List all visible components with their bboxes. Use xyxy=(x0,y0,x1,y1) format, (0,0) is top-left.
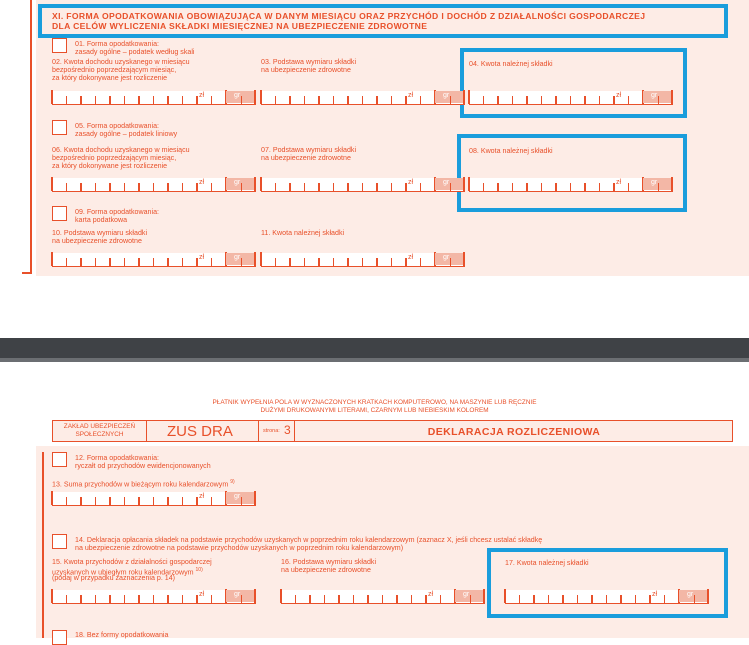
currency-gr-label: gr xyxy=(651,92,658,99)
cell-divider xyxy=(613,183,614,191)
currency-gr-label: gr xyxy=(463,591,470,598)
cell-divider xyxy=(124,96,125,104)
cell-divider xyxy=(196,96,197,104)
cell-divider xyxy=(463,90,465,104)
label-02: 02. Kwota dochodu uzyskanego w miesiącu xyxy=(52,58,190,66)
cell-divider xyxy=(658,96,659,104)
label-02-l3: za który dokonywane jest rozliczenie xyxy=(52,74,168,82)
cell-divider xyxy=(254,491,256,505)
cell-divider xyxy=(109,258,110,266)
cell-divider xyxy=(211,258,212,266)
cell-divider xyxy=(109,183,110,191)
cell-divider xyxy=(391,183,392,191)
cell-divider xyxy=(280,589,282,603)
cell-divider xyxy=(138,497,139,505)
cell-divider xyxy=(512,183,513,191)
cell-divider xyxy=(497,183,498,191)
cell-divider xyxy=(138,258,139,266)
field-06[interactable] xyxy=(52,178,256,192)
cell-divider xyxy=(254,90,256,104)
cell-divider xyxy=(211,497,212,505)
label-15-footnote: 10) xyxy=(195,567,203,573)
cell-divider xyxy=(80,183,81,191)
cell-divider xyxy=(153,595,154,603)
currency-zl-label: zł xyxy=(199,591,205,598)
cell-divider xyxy=(66,258,67,266)
cell-divider xyxy=(80,497,81,505)
cell-divider xyxy=(470,595,471,603)
label-01-option: zasady ogólne – podatek według skali xyxy=(75,48,195,56)
cell-divider xyxy=(124,183,125,191)
cell-divider xyxy=(468,177,470,191)
cell-divider xyxy=(182,258,183,266)
cell-strip[interactable] xyxy=(52,253,256,267)
cell-divider xyxy=(584,183,585,191)
cell-divider xyxy=(405,183,406,191)
label-17: 17. Kwota należnej składki xyxy=(505,559,589,567)
cell-divider xyxy=(138,96,139,104)
cell-divider xyxy=(196,595,197,603)
cell-divider xyxy=(555,96,556,104)
cell-divider xyxy=(66,183,67,191)
label-16: 16. Podstawa wymiaru składki xyxy=(281,558,377,566)
label-12-option: ryczałt od przychodów ewidencjonowanych xyxy=(75,462,211,470)
cell-divider xyxy=(196,258,197,266)
margin-tick xyxy=(22,272,32,274)
cell-divider xyxy=(570,183,571,191)
cell-divider xyxy=(95,595,96,603)
currency-zl-label: zł xyxy=(199,92,205,99)
cell-divider xyxy=(533,595,534,603)
currency-gr-label: gr xyxy=(651,179,658,186)
cell-divider xyxy=(275,258,276,266)
cell-divider xyxy=(241,183,242,191)
label-14: 14. Deklaracja opłacania składek na podstawie przychodów uzyskanych w poprzednim roku kalendarzowym (zaznacz X, jeśli chcesz ustalać składkę xyxy=(75,536,543,544)
cell-divider xyxy=(124,595,125,603)
cell-divider xyxy=(497,96,498,104)
currency-gr-label: gr xyxy=(443,254,450,261)
cell-divider xyxy=(376,96,377,104)
cell-strip[interactable] xyxy=(261,91,465,105)
cell-strip[interactable] xyxy=(469,91,673,105)
label-14-l2: na ubezpieczenie zdrowotne na podstawie przychodów uzyskanych w poprzednim roku kalendarzowym) xyxy=(75,544,404,552)
label-09: 09. Forma opodatkowania: xyxy=(75,208,159,216)
label-05: 05. Forma opodatkowania: xyxy=(75,122,159,130)
cell-divider xyxy=(483,183,484,191)
margin-line-lower xyxy=(42,452,44,638)
cell-divider xyxy=(318,258,319,266)
label-03: 03. Podstawa wymiaru składki xyxy=(261,58,357,66)
cell-divider xyxy=(304,258,305,266)
cell-divider xyxy=(333,258,334,266)
cell-divider xyxy=(109,497,110,505)
cell-divider xyxy=(109,96,110,104)
currency-zl-label: zł xyxy=(428,591,434,598)
doc-title-box xyxy=(295,420,733,442)
cell-divider xyxy=(289,96,290,104)
highlight-field-04 xyxy=(460,48,687,118)
currency-gr-label: gr xyxy=(234,591,241,598)
form-code-box xyxy=(147,420,259,442)
field-15[interactable] xyxy=(52,590,256,604)
cell-divider xyxy=(526,96,527,104)
field-16[interactable] xyxy=(281,590,485,604)
form-page-upper xyxy=(0,0,749,276)
cell-divider xyxy=(450,183,451,191)
label-13-text: 13. Suma przychodów w bieżącym roku kalendarzowym xyxy=(52,480,229,489)
cell-divider xyxy=(241,595,242,603)
cell-divider xyxy=(468,90,470,104)
cell-divider xyxy=(241,96,242,104)
cell-divider xyxy=(138,183,139,191)
cell-divider xyxy=(405,96,406,104)
label-08: 08. Kwota należnej składki xyxy=(469,147,553,155)
label-02-l2: bezpośrednio poprzedzającym miesiąc, xyxy=(52,66,177,74)
page-number: 3 xyxy=(284,423,291,437)
cell-divider xyxy=(260,177,262,191)
label-12: 12. Forma opodatkowania: xyxy=(75,454,159,462)
label-16-l2: na ubezpieczenie zdrowotne xyxy=(281,566,371,574)
cell-divider xyxy=(289,183,290,191)
zus-label: ZAKŁAD UBEZPIECZEŃ xyxy=(63,423,136,430)
cell-strip[interactable] xyxy=(505,590,709,604)
cell-divider xyxy=(260,90,262,104)
cell-divider xyxy=(51,589,53,603)
currency-gr-label: gr xyxy=(443,92,450,99)
highlight-field-17 xyxy=(487,548,728,618)
label-15-l2-text: uzyskanych w ubiegłym roku kalendarzowym xyxy=(52,568,194,577)
currency-zl-label: zł xyxy=(408,254,414,261)
cell-divider xyxy=(95,497,96,505)
currency-gr-label: gr xyxy=(443,179,450,186)
cell-divider xyxy=(182,497,183,505)
cell-divider xyxy=(599,96,600,104)
cell-divider xyxy=(66,497,67,505)
cell-divider xyxy=(347,96,348,104)
form-code: ZUS DRA xyxy=(167,423,233,440)
cell-strip[interactable] xyxy=(261,178,465,192)
currency-gr-label: gr xyxy=(234,179,241,186)
cell-strip[interactable] xyxy=(52,492,256,506)
cell-strip[interactable] xyxy=(52,590,256,604)
cell-divider xyxy=(318,96,319,104)
cell-divider xyxy=(211,183,212,191)
page-separator xyxy=(0,338,749,360)
cell-divider xyxy=(347,183,348,191)
cell-divider xyxy=(450,258,451,266)
cell-divider xyxy=(275,183,276,191)
cell-divider xyxy=(411,595,412,603)
cell-divider xyxy=(51,491,53,505)
label-09-option: karta podatkowa xyxy=(75,216,128,224)
cell-divider xyxy=(109,595,110,603)
cell-strip[interactable] xyxy=(469,178,673,192)
checkbox-14[interactable] xyxy=(52,534,67,549)
section-xi-subtitle: DLA CELÓW WYLICZENIA SKŁADKI MIESIĘCZNEJ NA UBEZPIECZENIE ZDROWOTNE xyxy=(52,21,428,31)
cell-divider xyxy=(289,258,290,266)
cell-divider xyxy=(241,258,242,266)
cell-divider xyxy=(606,595,607,603)
cell-divider xyxy=(80,258,81,266)
currency-zl-label: zł xyxy=(616,92,622,99)
cell-divider xyxy=(613,96,614,104)
cell-divider xyxy=(153,183,154,191)
label-04: 04. Kwota należnej składki xyxy=(469,60,553,68)
cell-divider xyxy=(362,96,363,104)
label-11: 11. Kwota należnej składki xyxy=(261,229,345,237)
cell-divider xyxy=(396,595,397,603)
cell-divider xyxy=(295,595,296,603)
cell-divider xyxy=(241,497,242,505)
highlight-field-08 xyxy=(457,134,687,212)
cell-divider xyxy=(95,258,96,266)
cell-divider xyxy=(333,96,334,104)
field-11[interactable] xyxy=(261,253,465,267)
cell-divider xyxy=(66,595,67,603)
cell-divider xyxy=(450,96,451,104)
label-15-l3: (podaj w przypadku zaznaczenia p. 14) xyxy=(52,574,176,582)
cell-divider xyxy=(304,183,305,191)
label-10: 10. Podstawa wymiaru składki xyxy=(52,229,148,237)
cell-divider xyxy=(584,96,585,104)
cell-divider xyxy=(167,258,168,266)
cell-divider xyxy=(620,595,621,603)
cell-divider xyxy=(391,258,392,266)
cell-divider xyxy=(504,589,506,603)
currency-zl-label: zł xyxy=(199,254,205,261)
cell-divider xyxy=(526,183,527,191)
label-06-l2: bezpośrednio poprzedzającym miesiąc, xyxy=(52,154,177,162)
cell-divider xyxy=(254,589,256,603)
cell-divider xyxy=(153,258,154,266)
cell-divider xyxy=(182,183,183,191)
cell-divider xyxy=(211,96,212,104)
cell-divider xyxy=(420,96,421,104)
cell-divider xyxy=(425,595,426,603)
cell-strip[interactable] xyxy=(52,91,256,105)
cell-divider xyxy=(353,595,354,603)
cell-divider xyxy=(182,595,183,603)
cell-divider xyxy=(391,96,392,104)
currency-gr-label: gr xyxy=(234,92,241,99)
field-10[interactable] xyxy=(52,253,256,267)
cell-divider xyxy=(167,96,168,104)
cell-divider xyxy=(138,595,139,603)
highlight-section-title xyxy=(38,4,728,38)
cell-divider xyxy=(80,595,81,603)
currency-zl-label: zł xyxy=(199,493,205,500)
cell-divider xyxy=(664,595,665,603)
cell-divider xyxy=(707,589,709,603)
cell-divider xyxy=(420,183,421,191)
cell-divider xyxy=(196,183,197,191)
cell-divider xyxy=(318,183,319,191)
currency-zl-label: zł xyxy=(199,179,205,186)
cell-divider xyxy=(260,252,262,266)
cell-divider xyxy=(483,589,485,603)
currency-gr-label: gr xyxy=(234,254,241,261)
cell-divider xyxy=(541,183,542,191)
cell-divider xyxy=(628,96,629,104)
instruction-note: PŁATNIK WYPEŁNIA POLA W WYZNACZONYCH KRATKACH KOMPUTEROWO, NA MASZYNIE LUB RĘCZNIE xyxy=(212,399,537,406)
margin-line xyxy=(30,0,32,274)
cell-divider xyxy=(555,183,556,191)
cell-divider xyxy=(405,258,406,266)
cell-divider xyxy=(275,96,276,104)
currency-zl-label: zł xyxy=(408,179,414,186)
cell-divider xyxy=(304,96,305,104)
cell-divider xyxy=(570,96,571,104)
cell-divider xyxy=(362,258,363,266)
cell-divider xyxy=(577,595,578,603)
cell-divider xyxy=(376,258,377,266)
cell-divider xyxy=(694,595,695,603)
cell-divider xyxy=(671,90,673,104)
cell-divider xyxy=(124,497,125,505)
page-label: strona: xyxy=(263,428,280,434)
cell-strip[interactable] xyxy=(52,178,256,192)
cell-divider xyxy=(80,96,81,104)
section-xi-title: XI. FORMA OPODATKOWANIA OBOWIĄZUJĄCA W DANYM MIESIĄCU ORAZ PRZYCHÓD I DOCHÓD Z DZIAŁALNOŚCI GOSPODARCZEJ xyxy=(52,11,646,21)
cell-divider xyxy=(333,183,334,191)
currency-gr-label: gr xyxy=(687,591,694,598)
cell-divider xyxy=(347,258,348,266)
cell-divider xyxy=(483,96,484,104)
cell-divider xyxy=(66,96,67,104)
currency-zl-label: zł xyxy=(408,92,414,99)
cell-divider xyxy=(463,177,465,191)
label-06: 06. Kwota dochodu uzyskanego w miesiącu xyxy=(52,146,190,154)
cell-divider xyxy=(95,96,96,104)
label-01: 01. Forma opodatkowania: xyxy=(75,40,159,48)
field-03[interactable] xyxy=(261,91,465,105)
cell-divider xyxy=(362,183,363,191)
cell-divider xyxy=(635,595,636,603)
cell-divider xyxy=(254,177,256,191)
zus-label-l2: SPOŁECZNYCH xyxy=(75,431,124,438)
cell-divider xyxy=(95,183,96,191)
label-13 xyxy=(52,478,235,488)
cell-divider xyxy=(309,595,310,603)
cell-divider xyxy=(211,595,212,603)
cell-divider xyxy=(599,183,600,191)
cell-divider xyxy=(463,252,465,266)
cell-divider xyxy=(51,177,53,191)
page-number-box xyxy=(259,420,295,442)
cell-divider xyxy=(519,595,520,603)
currency-zl-label: zł xyxy=(652,591,658,598)
label-18: 18. Bez formy opodatkowania xyxy=(75,631,169,639)
field-04[interactable] xyxy=(469,91,673,105)
cell-divider xyxy=(324,595,325,603)
field-08[interactable] xyxy=(469,178,673,192)
cell-divider xyxy=(167,497,168,505)
cell-strip[interactable] xyxy=(281,590,485,604)
cell-divider xyxy=(51,90,53,104)
field-17[interactable] xyxy=(505,590,709,604)
currency-gr-label: gr xyxy=(234,493,241,500)
field-13[interactable] xyxy=(52,492,256,506)
cell-divider xyxy=(338,595,339,603)
checkbox-05[interactable] xyxy=(52,120,67,135)
cell-divider xyxy=(167,595,168,603)
cell-divider xyxy=(628,183,629,191)
cell-strip[interactable] xyxy=(261,253,465,267)
cell-divider xyxy=(671,177,673,191)
cell-divider xyxy=(658,183,659,191)
cell-divider xyxy=(562,595,563,603)
cell-divider xyxy=(512,96,513,104)
cell-divider xyxy=(420,258,421,266)
cell-divider xyxy=(196,497,197,505)
cell-divider xyxy=(51,252,53,266)
cell-divider xyxy=(124,258,125,266)
cell-divider xyxy=(548,595,549,603)
cell-divider xyxy=(153,497,154,505)
cell-divider xyxy=(367,595,368,603)
checkbox-01[interactable] xyxy=(52,38,67,53)
label-13-footnote: 9) xyxy=(230,479,235,485)
cell-divider xyxy=(440,595,441,603)
checkbox-12[interactable] xyxy=(52,452,67,467)
label-05-option: zasady ogólne – podatek liniowy xyxy=(75,130,178,138)
label-10-l2: na ubezpieczenie zdrowotne xyxy=(52,237,142,245)
cell-divider xyxy=(649,595,650,603)
cell-divider xyxy=(254,252,256,266)
cell-divider xyxy=(376,183,377,191)
cell-divider xyxy=(153,96,154,104)
cell-divider xyxy=(167,183,168,191)
cell-divider xyxy=(591,595,592,603)
field-02[interactable] xyxy=(52,91,256,105)
doc-title: DEKLARACJA ROZLICZENIOWA xyxy=(427,426,601,438)
currency-zl-label: zł xyxy=(616,179,622,186)
label-15: 15. Kwota przychodów z działalności gospodarczej xyxy=(52,558,212,566)
checkbox-09[interactable] xyxy=(52,206,67,221)
field-07[interactable] xyxy=(261,178,465,192)
label-07: 07. Podstawa wymiaru składki xyxy=(261,146,357,154)
label-06-l3: za który dokonywane jest rozliczenie xyxy=(52,162,168,170)
cell-divider xyxy=(541,96,542,104)
cell-divider xyxy=(382,595,383,603)
instruction-note-l2: DUŻYMI DRUKOWANYMI LITERAMI, CZARNYM LUB NIEBIESKIM KOLOREM xyxy=(260,407,489,414)
label-07-l2: na ubezpieczenie zdrowotne xyxy=(261,154,351,162)
zus-label-box xyxy=(52,420,147,442)
label-03-l2: na ubezpieczenie zdrowotne xyxy=(261,66,351,74)
cell-divider xyxy=(182,96,183,104)
